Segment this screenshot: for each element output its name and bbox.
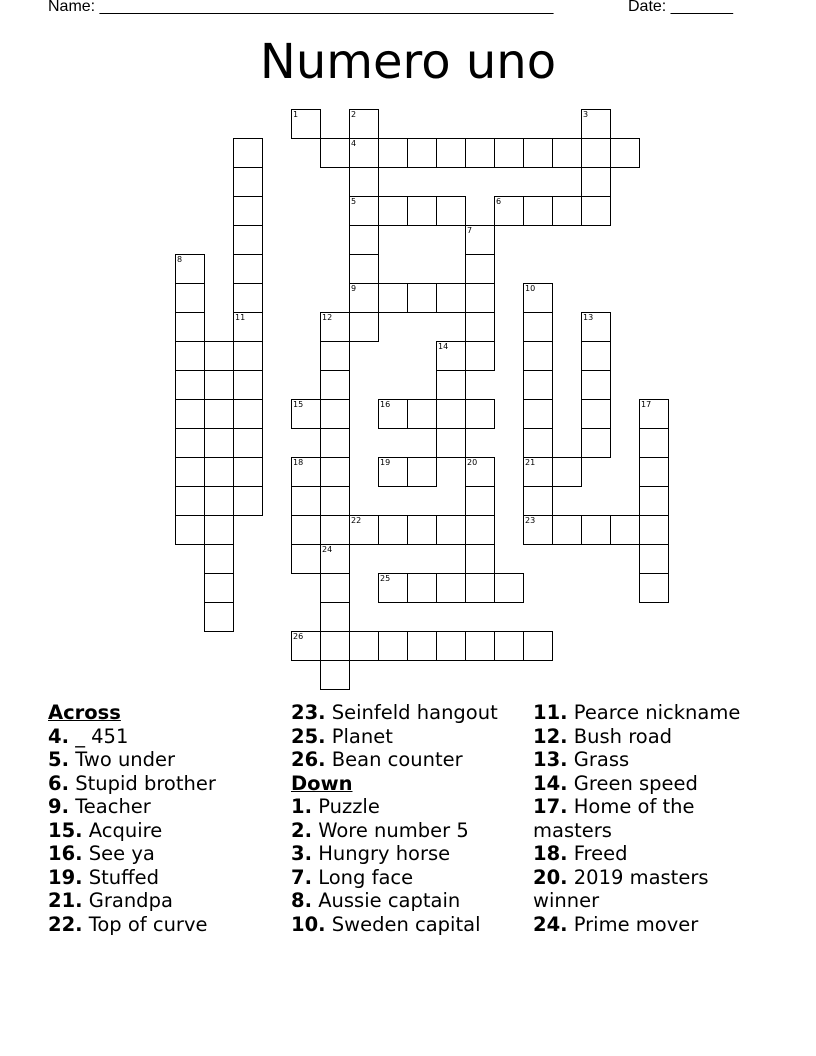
crossword-cell[interactable] (320, 544, 350, 574)
clue-number: 17 (641, 400, 652, 409)
crossword-cell[interactable] (320, 631, 350, 661)
clue-across-22: 22. Top of curve (48, 912, 208, 936)
crossword-cell[interactable] (436, 573, 466, 603)
crossword-cell[interactable] (465, 486, 495, 516)
crossword-cell[interactable] (378, 196, 408, 226)
crossword-cell[interactable] (465, 138, 495, 168)
crossword-cell[interactable] (175, 312, 205, 342)
crossword-cell[interactable] (233, 254, 263, 284)
clue-down-14: 14. Green speed (533, 771, 698, 795)
clue-number: 14 (438, 342, 449, 351)
clue-across-15: 15. Acquire (48, 818, 163, 842)
crossword-cell[interactable] (465, 399, 495, 429)
clue-number: 23 (525, 516, 536, 525)
crossword-cell[interactable] (349, 312, 379, 342)
crossword-cell[interactable] (581, 138, 611, 168)
clue-number: 2 (351, 110, 357, 119)
crossword-cell[interactable] (552, 138, 582, 168)
crossword-cell[interactable] (523, 196, 553, 226)
crossword-cell[interactable] (465, 283, 495, 313)
crossword-cell[interactable] (494, 196, 524, 226)
crossword-cell[interactable] (407, 457, 437, 487)
crossword-cell[interactable] (436, 399, 466, 429)
crossword-cell[interactable] (407, 138, 437, 168)
clue-column-3 (533, 701, 773, 936)
crossword-cell[interactable] (494, 631, 524, 661)
crossword-cell[interactable] (523, 283, 553, 313)
crossword-cell[interactable] (581, 167, 611, 197)
clue-number: 7 (467, 226, 473, 235)
crossword-cell[interactable] (523, 631, 553, 661)
crossword-cell[interactable] (552, 515, 582, 545)
clue-column-1 (48, 701, 283, 936)
crossword-cell[interactable] (175, 370, 205, 400)
crossword-cell[interactable] (523, 486, 553, 516)
crossword-cell[interactable] (233, 341, 263, 371)
crossword-cell[interactable] (465, 573, 495, 603)
crossword-cell[interactable] (349, 167, 379, 197)
crossword-cell[interactable] (291, 631, 321, 661)
crossword-cell[interactable] (349, 138, 379, 168)
crossword-cell[interactable] (233, 167, 263, 197)
crossword-cell[interactable] (465, 631, 495, 661)
clue-number: 22 (351, 516, 362, 525)
crossword-cell[interactable] (639, 573, 669, 603)
crossword-cell[interactable] (436, 428, 466, 458)
crossword-cell[interactable] (436, 341, 466, 371)
crossword-cell[interactable] (523, 399, 553, 429)
clue-down-20: 20. 2019 masters winner (533, 865, 709, 912)
crossword-cell[interactable] (291, 515, 321, 545)
clue-number: 16 (380, 400, 391, 409)
crossword-cell[interactable] (378, 573, 408, 603)
crossword-cell[interactable] (320, 486, 350, 516)
crossword-cell[interactable] (581, 515, 611, 545)
crossword-cell[interactable] (581, 196, 611, 226)
across-heading: Across (48, 701, 121, 724)
clue-down-1: 1. Puzzle (291, 795, 380, 818)
crossword-cell[interactable] (233, 196, 263, 226)
clue-across-9: 9. Teacher (48, 795, 151, 818)
clue-number: 10 (525, 284, 536, 293)
crossword-cell[interactable] (436, 283, 466, 313)
crossword-cell[interactable] (204, 428, 234, 458)
crossword-cell[interactable] (291, 109, 321, 139)
crossword-cell[interactable] (523, 138, 553, 168)
crossword-cell[interactable] (204, 399, 234, 429)
crossword-cell[interactable] (494, 138, 524, 168)
clue-number: 25 (380, 574, 391, 583)
clue-down-12: 12. Bush road (533, 724, 673, 748)
crossword-cell[interactable] (581, 109, 611, 139)
crossword-cell[interactable] (349, 196, 379, 226)
crossword-cell[interactable] (378, 138, 408, 168)
crossword-cell[interactable] (233, 428, 263, 458)
clue-down-18: 18. Freed (533, 842, 628, 865)
crossword-cell[interactable] (407, 399, 437, 429)
clue-across-21: 21. Grandpa (48, 889, 173, 912)
crossword-cell[interactable] (175, 486, 205, 516)
crossword-cell[interactable] (494, 573, 524, 603)
crossword-cell[interactable] (465, 515, 495, 545)
clue-down-17: 17. Home of the masters (533, 795, 695, 842)
crossword-cell[interactable] (233, 283, 263, 313)
crossword-cell[interactable] (320, 573, 350, 603)
clue-number: 18 (293, 458, 304, 467)
crossword-cell[interactable] (320, 602, 350, 632)
crossword-cell[interactable] (204, 602, 234, 632)
crossword-cell[interactable] (407, 515, 437, 545)
crossword-cell[interactable] (465, 225, 495, 255)
clue-across-5: 5. Two under (48, 748, 176, 771)
crossword-cell[interactable] (233, 486, 263, 516)
crossword-cell[interactable] (523, 370, 553, 400)
clue-across-25: 25. Planet (291, 724, 393, 748)
crossword-cell[interactable] (320, 428, 350, 458)
crossword-cell[interactable] (523, 428, 553, 458)
crossword-cell[interactable] (320, 341, 350, 371)
crossword-cell[interactable] (233, 138, 263, 168)
crossword-cell[interactable] (291, 457, 321, 487)
clue-down-3: 3. Hungry horse (291, 842, 451, 865)
crossword-cell[interactable] (175, 457, 205, 487)
crossword-cell[interactable] (175, 515, 205, 545)
clue-column-2 (291, 701, 526, 936)
crossword-cell[interactable] (436, 631, 466, 661)
crossword-cell[interactable] (407, 631, 437, 661)
crossword-cell[interactable] (465, 312, 495, 342)
crossword-cell[interactable] (639, 544, 669, 574)
crossword-cell[interactable] (581, 370, 611, 400)
crossword-cell[interactable] (523, 312, 553, 342)
crossword-cell[interactable] (349, 254, 379, 284)
clue-down-2: 2. Wore number 5 (291, 818, 469, 842)
crossword-cell[interactable] (320, 370, 350, 400)
clue-across-4: 4. _ 451 (48, 724, 129, 748)
clue-number: 12 (322, 313, 333, 322)
crossword-cell[interactable] (204, 457, 234, 487)
clue-number: 26 (293, 632, 304, 641)
crossword-cell[interactable] (407, 196, 437, 226)
crossword-cell[interactable] (465, 457, 495, 487)
clue-down-10: 10. Sweden capital (291, 912, 481, 936)
crossword-cell[interactable] (320, 312, 350, 342)
clue-down-11: 11. Pearce nickname (533, 701, 741, 724)
clue-number: 24 (322, 545, 333, 554)
clue-number: 21 (525, 458, 536, 467)
crossword-cell[interactable] (320, 399, 350, 429)
crossword-cell[interactable] (378, 515, 408, 545)
crossword-cell[interactable] (175, 283, 205, 313)
crossword-cell[interactable] (523, 341, 553, 371)
crossword-cell[interactable] (175, 341, 205, 371)
down-heading: Down (291, 771, 353, 795)
crossword-cell[interactable] (349, 283, 379, 313)
crossword-cell[interactable] (465, 544, 495, 574)
crossword-cell[interactable] (349, 225, 379, 255)
crossword-cell[interactable] (581, 428, 611, 458)
puzzle-title: Numero uno (259, 34, 557, 90)
crossword-cell[interactable] (610, 138, 640, 168)
clue-down-7: 7. Long face (291, 865, 414, 889)
crossword-cell[interactable] (581, 341, 611, 371)
clue-number: 15 (293, 400, 304, 409)
crossword-cell[interactable] (320, 138, 350, 168)
crossword-cell[interactable] (639, 515, 669, 545)
crossword-cell[interactable] (291, 544, 321, 574)
crossword-cell[interactable] (378, 457, 408, 487)
clue-down-13: 13. Grass (533, 748, 630, 771)
crossword-cell[interactable] (233, 312, 263, 342)
clue-across-6: 6. Stupid brother (48, 771, 216, 795)
clue-number: 9 (351, 284, 357, 293)
crossword-cell[interactable] (233, 399, 263, 429)
crossword-cell[interactable] (204, 544, 234, 574)
crossword-cell[interactable] (204, 486, 234, 516)
crossword-cell[interactable] (175, 254, 205, 284)
clue-number: 6 (496, 197, 502, 206)
clue-number: 3 (583, 110, 589, 119)
crossword-cell[interactable] (291, 399, 321, 429)
crossword-cell[interactable] (204, 370, 234, 400)
crossword-cell[interactable] (175, 428, 205, 458)
crossword-cell[interactable] (523, 515, 553, 545)
crossword-cell[interactable] (204, 515, 234, 545)
clue-number: 8 (177, 255, 183, 264)
crossword-cell[interactable] (552, 196, 582, 226)
clue-down-24: 24. Prime mover (533, 912, 699, 936)
crossword-cell[interactable] (407, 283, 437, 313)
crossword-cell[interactable] (465, 254, 495, 284)
crossword-cell[interactable] (204, 341, 234, 371)
crossword-cell[interactable] (378, 283, 408, 313)
crossword-cell[interactable] (436, 515, 466, 545)
clue-across-26: 26. Bean counter (291, 748, 463, 771)
crossword-cell[interactable] (378, 399, 408, 429)
crossword-cell[interactable] (465, 341, 495, 371)
clue-across-16: 16. See ya (48, 842, 155, 865)
clue-number: 5 (351, 197, 357, 206)
date-field-label: Date: _______ (628, 0, 733, 15)
crossword-cell[interactable] (639, 486, 669, 516)
clue-number: 11 (235, 313, 246, 322)
crossword-cell[interactable] (639, 428, 669, 458)
crossword-cell[interactable] (436, 138, 466, 168)
crossword-cell[interactable] (175, 399, 205, 429)
crossword-cell[interactable] (291, 486, 321, 516)
crossword-cell[interactable] (378, 631, 408, 661)
crossword-cell[interactable] (436, 196, 466, 226)
crossword-cell[interactable] (581, 312, 611, 342)
crossword-cell[interactable] (233, 225, 263, 255)
crossword-cell[interactable] (204, 573, 234, 603)
crossword-cell[interactable] (552, 457, 582, 487)
crossword-cell[interactable] (233, 370, 263, 400)
crossword-cell[interactable] (320, 457, 350, 487)
crossword-cell[interactable] (349, 109, 379, 139)
crossword-cell[interactable] (523, 457, 553, 487)
clue-number: 13 (583, 313, 594, 322)
clue-down-8: 8. Aussie captain (291, 889, 461, 912)
clue-number: 1 (293, 110, 299, 119)
crossword-cell[interactable] (349, 515, 379, 545)
crossword-cell[interactable] (233, 457, 263, 487)
clue-across-23: 23. Seinfeld hangout (291, 701, 498, 724)
crossword-cell[interactable] (639, 399, 669, 429)
crossword-cell[interactable] (407, 573, 437, 603)
clue-number: 20 (467, 458, 478, 467)
crossword-cell[interactable] (639, 457, 669, 487)
name-field-label: Name: ___________________________________________________ (48, 0, 554, 15)
crossword-cell[interactable] (436, 370, 466, 400)
clue-number: 19 (380, 458, 391, 467)
clue-number: 4 (351, 139, 357, 148)
crossword-cell[interactable] (349, 631, 379, 661)
crossword-cell[interactable] (581, 399, 611, 429)
crossword-cell[interactable] (610, 515, 640, 545)
clue-across-19: 19. Stuffed (48, 865, 159, 889)
crossword-cell[interactable] (320, 660, 350, 690)
